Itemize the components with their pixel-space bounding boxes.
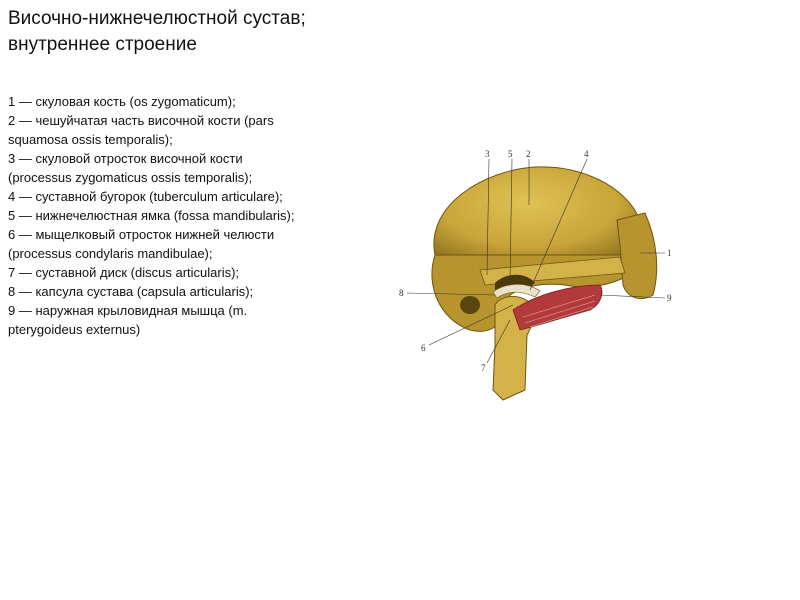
callout-5: 5 xyxy=(508,149,513,159)
callout-1: 1 xyxy=(667,248,672,258)
legend-item: 4 — суставной бугорок (tuberculum articulare); xyxy=(8,189,283,204)
zygomatic-bone xyxy=(617,213,657,299)
legend-item: 8 — капсула сустава (capsula articularis); xyxy=(8,284,254,299)
tmj-drawing xyxy=(395,145,680,410)
legend-item: 1 — скуловая кость (os zygomaticum); xyxy=(8,94,236,109)
legend-item: 6 — мыщелковый отросток нижней челюсти (processus condylaris mandibulae); xyxy=(8,227,275,261)
legend-item: 2 — чешуйчатая часть височной кости (pars squamosa ossis temporalis); xyxy=(8,113,274,147)
anatomy-illustration xyxy=(395,145,680,410)
ear-canal xyxy=(460,296,480,314)
page-title: Височно-нижнечелюстной сустав; внутреннее строение xyxy=(8,8,306,55)
legend-item: 3 — скуловой отросток височной кости (processus zygomaticus ossis temporalis); xyxy=(8,151,253,185)
callout-8: 8 xyxy=(399,288,404,298)
callout-7: 7 xyxy=(481,363,486,373)
legend-item: 7 — суставной диск (discus articularis); xyxy=(8,265,240,280)
callout-6: 6 xyxy=(421,343,426,353)
callout-2: 2 xyxy=(526,149,531,159)
legend-list xyxy=(8,92,308,339)
callout-3: 3 xyxy=(485,149,490,159)
legend-item: 9 — наружная крыловидная мышца (m. pterygoideus externus) xyxy=(8,303,248,337)
callout-4: 4 xyxy=(584,149,589,159)
legend-item: 5 — нижнечелюстная ямка (fossa mandibularis); xyxy=(8,208,295,223)
callout-9: 9 xyxy=(667,293,672,303)
